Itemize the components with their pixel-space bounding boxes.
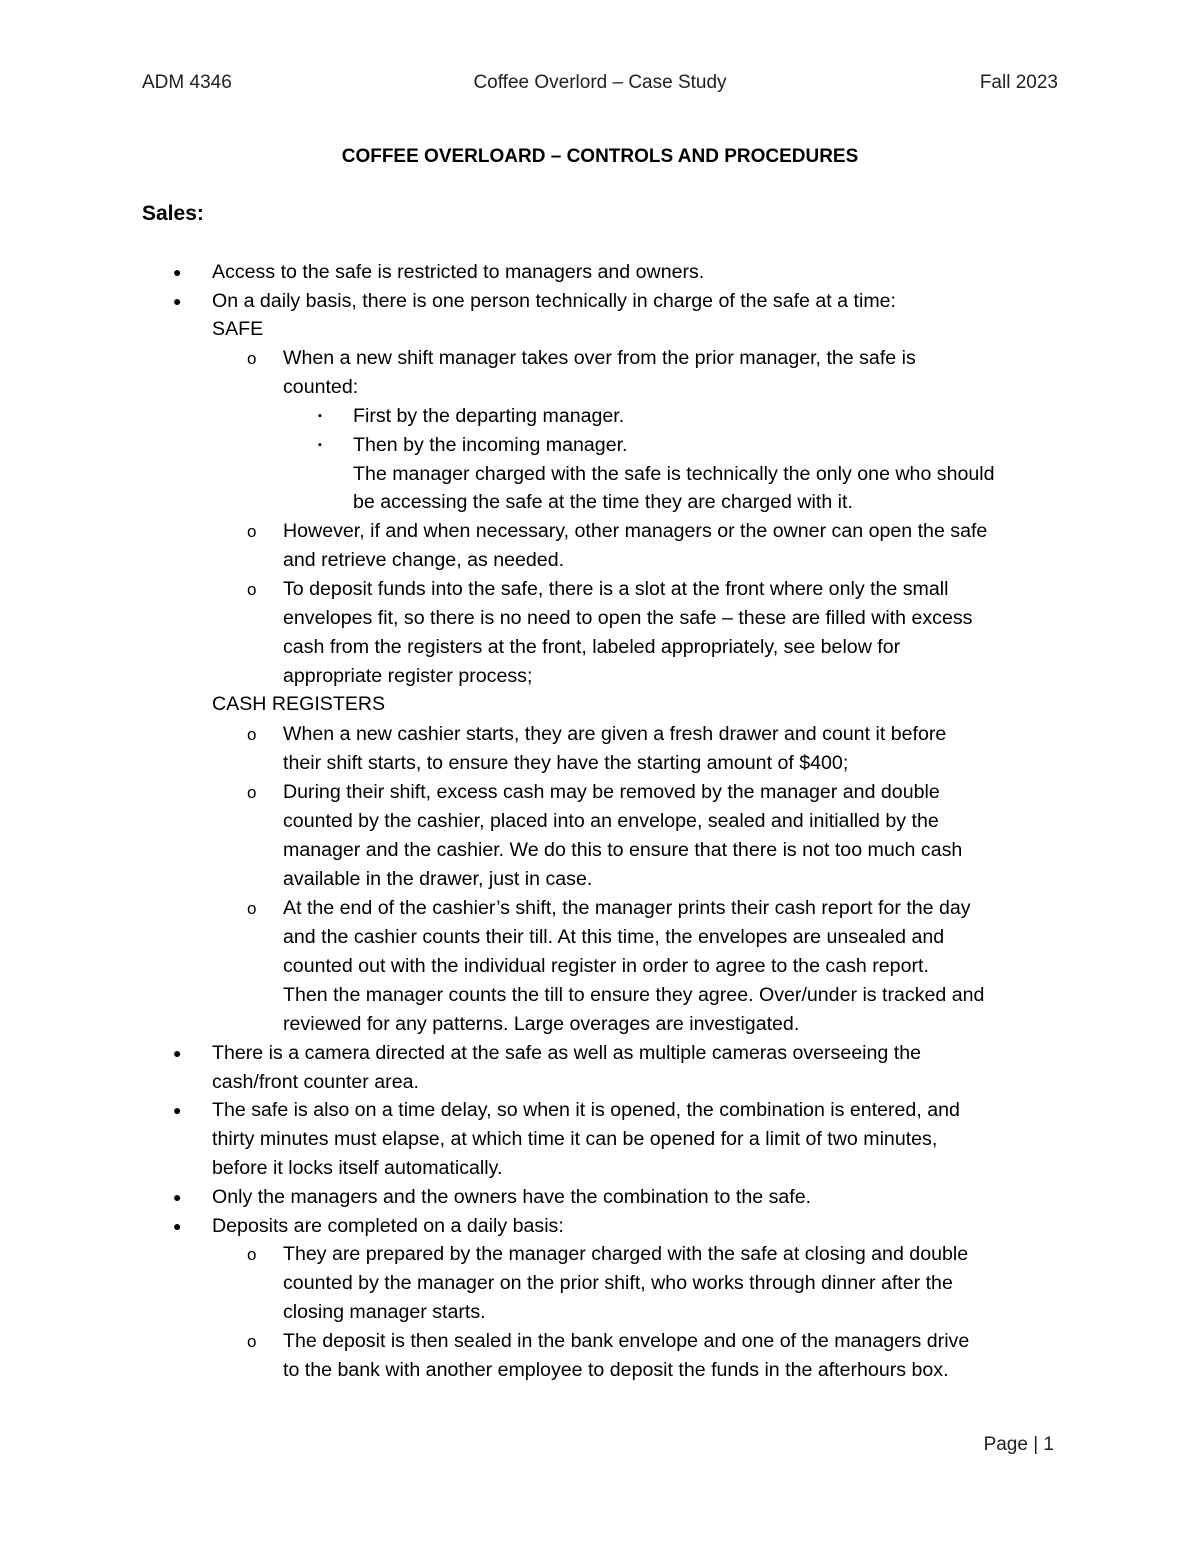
document-title: COFFEE OVERLOARD – CONTROLS AND PROCEDURES: [341, 146, 859, 167]
text-line: Then by the incoming manager.: [353, 434, 628, 456]
text-line: During their shift, excess cash may be removed by the manager and double: [283, 781, 940, 803]
text-line: before it locks itself automatically.: [212, 1157, 503, 1179]
text-line: Only the managers and the owners have the combination to the safe.: [212, 1186, 812, 1208]
text-line: and retrieve change, as needed.: [283, 549, 565, 571]
text-line: counted:: [283, 376, 359, 398]
bullet-marker-icon: ●: [173, 1218, 182, 1234]
text-line: counted by the cashier, placed into an envelope, sealed and initialled by the: [283, 810, 939, 832]
text-line: be accessing the safe at the time they are charged with it.: [353, 491, 853, 513]
text-line: There is a camera directed at the safe as well as multiple cameras overseeing the: [212, 1042, 921, 1064]
circle-marker-icon: o: [247, 899, 257, 918]
text-line: The deposit is then sealed in the bank envelope and one of the managers drive: [283, 1330, 970, 1352]
bullet-marker-icon: ●: [173, 264, 182, 280]
text-line: and the cashier counts their till. At this time, the envelopes are unsealed and: [283, 926, 945, 948]
text-line: counted by the manager on the prior shift, who works through dinner after the: [283, 1272, 953, 1294]
text-line: First by the departing manager.: [353, 405, 625, 427]
square-marker-icon: ▪: [318, 439, 322, 451]
text-line: The safe is also on a time delay, so when it is opened, the combination is entered, and: [212, 1099, 960, 1121]
bullet-marker-icon: ●: [173, 1102, 182, 1118]
circle-marker-icon: o: [247, 1332, 257, 1351]
text-line: To deposit funds into the safe, there is a slot at the front where only the small: [283, 578, 949, 600]
text-line: SAFE: [212, 318, 264, 340]
circle-marker-icon: o: [247, 725, 257, 744]
text-line: thirty minutes must elapse, at which time it can be opened for a limit of two minutes,: [212, 1128, 938, 1150]
page-header: [142, 72, 1058, 98]
text-line: Then the manager counts the till to ensure they agree. Over/under is tracked and: [283, 984, 985, 1006]
section-heading-sales: Sales:: [142, 202, 204, 225]
text-line: They are prepared by the manager charged with the safe at closing and double: [283, 1243, 969, 1265]
circle-marker-icon: o: [247, 349, 257, 368]
text-line: envelopes fit, so there is no need to open the safe – these are filled with excess: [283, 607, 973, 629]
text-line: CASH REGISTERS: [212, 693, 386, 715]
header-course: ADM 4346: [142, 72, 232, 93]
header-term: Fall 2023: [979, 72, 1058, 93]
circle-marker-icon: o: [247, 522, 257, 541]
bullet-marker-icon: ●: [173, 293, 182, 309]
text-line: appropriate register process;: [283, 665, 533, 687]
page-footer: Page | 1: [983, 1434, 1054, 1455]
text-line: to the bank with another employee to deposit the funds in the afterhours box.: [283, 1359, 949, 1381]
text-line: However, if and when necessary, other managers or the owner can open the safe: [283, 520, 988, 542]
bullet-marker-icon: ●: [173, 1189, 182, 1205]
text-line: Access to the safe is restricted to managers and owners.: [212, 261, 705, 283]
circle-marker-icon: o: [247, 783, 257, 802]
bullet-marker-icon: ●: [173, 1045, 182, 1061]
text-line: their shift starts, to ensure they have the starting amount of $400;: [283, 752, 849, 774]
text-line: reviewed for any patterns. Large overages are investigated.: [283, 1013, 800, 1035]
text-line: The manager charged with the safe is technically the only one who should: [353, 463, 995, 485]
text-line: available in the drawer, just in case.: [283, 868, 593, 890]
header-doc-title: Coffee Overlord – Case Study: [473, 72, 727, 93]
text-line: cash/front counter area.: [212, 1071, 419, 1093]
square-marker-icon: ▪: [318, 410, 322, 422]
text-line: Deposits are completed on a daily basis:: [212, 1215, 564, 1237]
text-line: manager and the cashier. We do this to ensure that there is not too much cash: [283, 839, 963, 861]
text-line: When a new cashier starts, they are given a fresh drawer and count it before: [283, 723, 947, 745]
circle-marker-icon: o: [247, 1245, 257, 1264]
text-line: On a daily basis, there is one person technically in charge of the safe at a time:: [212, 290, 896, 312]
text-line: closing manager starts.: [283, 1301, 486, 1323]
circle-marker-icon: o: [247, 580, 257, 599]
text-line: When a new shift manager takes over from the prior manager, the safe is: [283, 347, 916, 369]
text-line: counted out with the individual register in order to agree to the cash report.: [283, 955, 929, 977]
text-line: At the end of the cashier’s shift, the manager prints their cash report for the day: [283, 897, 971, 919]
text-line: cash from the registers at the front, labeled appropriately, see below for: [283, 636, 901, 658]
